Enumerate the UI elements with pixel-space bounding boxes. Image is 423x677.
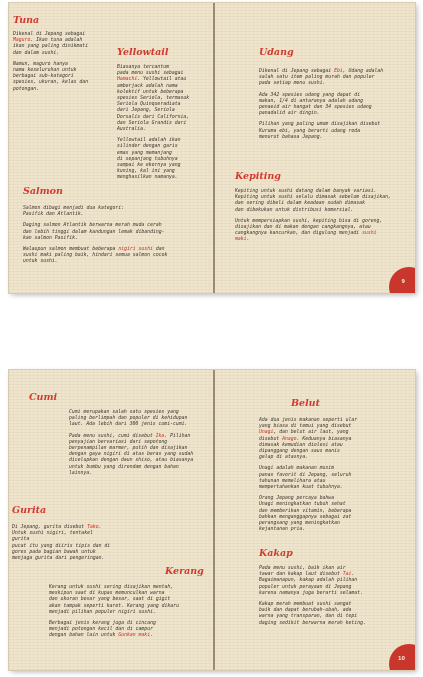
belut-para-3 bbox=[259, 496, 409, 533]
text-run: Pilihan yang paling umum disajikan disebut Kuruma ebi, yang berarti udang roda menurut bahasa Jepang. bbox=[259, 122, 381, 140]
text-run: Walaupun salmon membuat beberapa bbox=[23, 247, 119, 253]
kakap-para-1 bbox=[259, 566, 411, 597]
text-run: Dikenal di Jepang sebagai bbox=[13, 32, 86, 37]
belut-para-2 bbox=[259, 466, 409, 491]
text-run: . Pilihan penyajian bervariasi dari sepotong berpenampilan marmer, putih dan disajikan dengan gaya nigiri di atas beras yang sudah dicelupkan dengan daun shiso, atau biasanya untuk bumbu yang direndam dengan bahan lainnya. bbox=[69, 433, 194, 476]
text-run: Ada 342 spesies udang yang dapat di makan, 1/4 di antaranya adalah udang penaeid air hangat dan 34 spesies udang panadalid air dingin. bbox=[259, 92, 372, 117]
text-run: Pada menu sushi, baik ikan air tawar dan kakap laut disebut bbox=[259, 566, 346, 578]
spread-1 bbox=[9, 3, 415, 293]
text-run: Berbagai jenis kerang juga di cincang menjadi potongan kecil dan di campur dengan bahan lain untuk bbox=[49, 621, 156, 639]
text-run: dan sushi maki paling baik, hindari semua salmon cocok untuk sushi. bbox=[23, 247, 168, 265]
page-gutter bbox=[213, 3, 215, 293]
text-run: Kerang untuk sushi sering disajikan mentah, meskipun saat di kupas memunculkan warna dan ukuran besar yang besar, saat di gigit akan tampak seperti karet. Kerang yang dikaru menjadi pilihan populer nigiri sushi. bbox=[49, 585, 179, 615]
salmon-para-1 bbox=[23, 206, 211, 218]
section-tuna bbox=[13, 32, 103, 93]
section-gurita bbox=[12, 525, 112, 562]
text-run: Salmon dibagi menjadi dua kategori: Pasifik dan Atlantik. bbox=[23, 206, 125, 218]
section-udang bbox=[259, 69, 411, 141]
salmon-para-2 bbox=[23, 223, 211, 242]
highlighted-term: Maguro bbox=[13, 38, 31, 44]
text-run: Di Jepang, gurita disebut bbox=[12, 525, 88, 530]
text-run: . Yellowtail atau amberjack adalah nama kolektif untuk beberapa spesies Seriola, termasuk Seriola Quinqueradiata dari Jepang, Seriola Dorsalis dari California, dan Seriola Grandis dari Australia. bbox=[117, 77, 190, 133]
kakap-para-2 bbox=[259, 602, 411, 627]
text-run: Unagi adalah makanan musim panas favorit di Jepang, seluruh tahunan memelihara atau mempertahankan kuat tubuhnya. bbox=[259, 466, 352, 491]
tuna-para-1 bbox=[13, 32, 103, 57]
cumi-para-2 bbox=[69, 434, 211, 477]
highlighted-term: Unagi bbox=[259, 430, 274, 436]
udang-para-1 bbox=[259, 69, 411, 88]
text-run: . Ikan tuna adalah ikan yang paling dinikmati dan dalam sushi. bbox=[13, 38, 89, 56]
text-run: . bbox=[150, 633, 153, 639]
yellowtail-para-1 bbox=[117, 65, 209, 133]
heading-kerang: Kerang bbox=[165, 566, 204, 577]
highlighted-term: Ika bbox=[155, 433, 165, 439]
text-run: Biasanya tercantum pada menu sushi sebagai bbox=[117, 65, 184, 77]
section-yellowtail bbox=[117, 65, 209, 182]
heading-tuna: Tuna bbox=[13, 15, 40, 26]
spread-2 bbox=[9, 370, 415, 670]
salmon-para-3 bbox=[23, 247, 211, 266]
section-belut bbox=[259, 418, 409, 533]
heading-kepiting: Kepiting bbox=[235, 171, 281, 182]
text-run: Daging salmon Atlantik berwarna merah muda cerah dan lebih tinggi dalam kandungan lemak dibanding- kan salmon Pasifik. bbox=[23, 223, 165, 241]
yellowtail-para-2 bbox=[117, 138, 209, 181]
highlighted-term: Ebi bbox=[334, 69, 343, 74]
kerang-para-1 bbox=[49, 585, 211, 616]
text-run: Cumi merupakan salah satu spesies yang paling berlimpah dan populer di kehidupan laut. Ada lebih dari 300 jenis cumi-cumi. bbox=[69, 410, 188, 428]
text-run: Yellowtail adalah ikan silinder dengan garis emas yang memanjang di sepanjang tubuhnya sampai ke ekornya yang kuning, kal ini yang menghasilkan namanya. bbox=[117, 138, 181, 181]
highlighted-term: Gunkan maki bbox=[118, 633, 151, 639]
highlighted-term: Tai bbox=[342, 572, 352, 578]
section-kerang bbox=[49, 585, 211, 640]
text-run: Untuk mempersiapkan sushi, kepiting bisa di goreng, disajikan dan di makan dengan cangkangnya, atau cangkangnya kancurkan, dan digulung menjadi bbox=[235, 218, 383, 237]
text-run: Dikenal di Jepang sebagai bbox=[259, 69, 335, 74]
text-run: Orang Jepang percaya bahwa Unagi meningkatkan tubuh sehat dan memberikan vitamin, beberapa bahkan menganggapnya sebagai zat perangsang yang meningkatkan kejantanan pria. bbox=[259, 496, 352, 533]
kerang-para-2 bbox=[49, 621, 211, 640]
tuna-para-2 bbox=[13, 62, 103, 93]
text-run: Namun, maguro hanya nama keseluruhan untuk berbagai sub-kategori spesies, ukuran, kelas dan potongan. bbox=[13, 61, 89, 92]
section-kepiting bbox=[235, 189, 411, 244]
text-run: , Udang adalah salah satu item paling murah dan populer pada setiap menu sushi. bbox=[259, 69, 384, 87]
kepiting-para-1 bbox=[235, 189, 411, 214]
heading-udang: Udang bbox=[259, 47, 294, 58]
cumi-para-1 bbox=[69, 410, 211, 429]
text-run: . Bagaimanapun, kakap adalah pilihan populer untuk perayaan di Jepang karena namanya juga berarti selamat. bbox=[259, 572, 363, 596]
text-run: Pada menu sushi, cumi disebut bbox=[69, 433, 156, 439]
text-run: Kakap merah membuat sushi sangat baik dan dapat berubah-ubah, ada warna yang transparan, dan di tepi daging sedikit berwarna merah keting. bbox=[259, 602, 366, 626]
heading-salmon: Salmon bbox=[23, 186, 63, 197]
belut-para-1 bbox=[259, 418, 409, 461]
heading-kakap: Kakap bbox=[259, 548, 293, 559]
text-run: , dan belut air laut, yang disebut bbox=[259, 430, 349, 442]
highlighted-term: Anago bbox=[282, 436, 297, 442]
section-salmon bbox=[23, 206, 211, 266]
kepiting-para-2 bbox=[235, 219, 411, 244]
text-run: . Keduanya biasanya dimasak kemudian diolesi atau dipanggang dengan saus manis gelap di atasnya. bbox=[259, 436, 352, 461]
highlighted-term: sushi maki bbox=[235, 231, 377, 243]
section-kakap bbox=[259, 566, 411, 627]
text-run: . bbox=[246, 237, 250, 243]
text-run: . Untuk sushi nigiri, tentakel gurita pucat itu yang diiris tipis dan di gores pada bagian bawah untuk menjaga gurita dari pengeringan. bbox=[12, 525, 111, 562]
udang-para-3 bbox=[259, 122, 411, 141]
section-cumi bbox=[69, 410, 211, 477]
page-number: 9 bbox=[401, 279, 405, 285]
gurita-para-1 bbox=[12, 525, 112, 562]
heading-yellowtail: Yellowtail bbox=[117, 47, 169, 58]
text-run: Ada dua jenis makanan seperti ular yang biasa di temui yang disebut bbox=[259, 418, 358, 430]
highlighted-term: Hamachi bbox=[117, 77, 138, 83]
heading-belut: Belut bbox=[291, 398, 320, 409]
text-run: Kepiting untuk sushi datang dalam banyak variasi. Kepiting untuk sushi selalu dimasak sebelum disajikan, dan sering dibeli dalam keadaan sudah dimasak dan dibekukan untuk distribusi komersial. bbox=[235, 189, 391, 213]
page-gutter bbox=[213, 370, 215, 670]
heading-gurita: Gurita bbox=[12, 505, 47, 516]
page-number: 10 bbox=[398, 656, 405, 662]
highlighted-term: nigiri sushi bbox=[118, 247, 153, 253]
highlighted-term: Tako bbox=[87, 525, 99, 530]
udang-para-2 bbox=[259, 93, 411, 118]
heading-cumi: Cumi bbox=[29, 392, 58, 403]
